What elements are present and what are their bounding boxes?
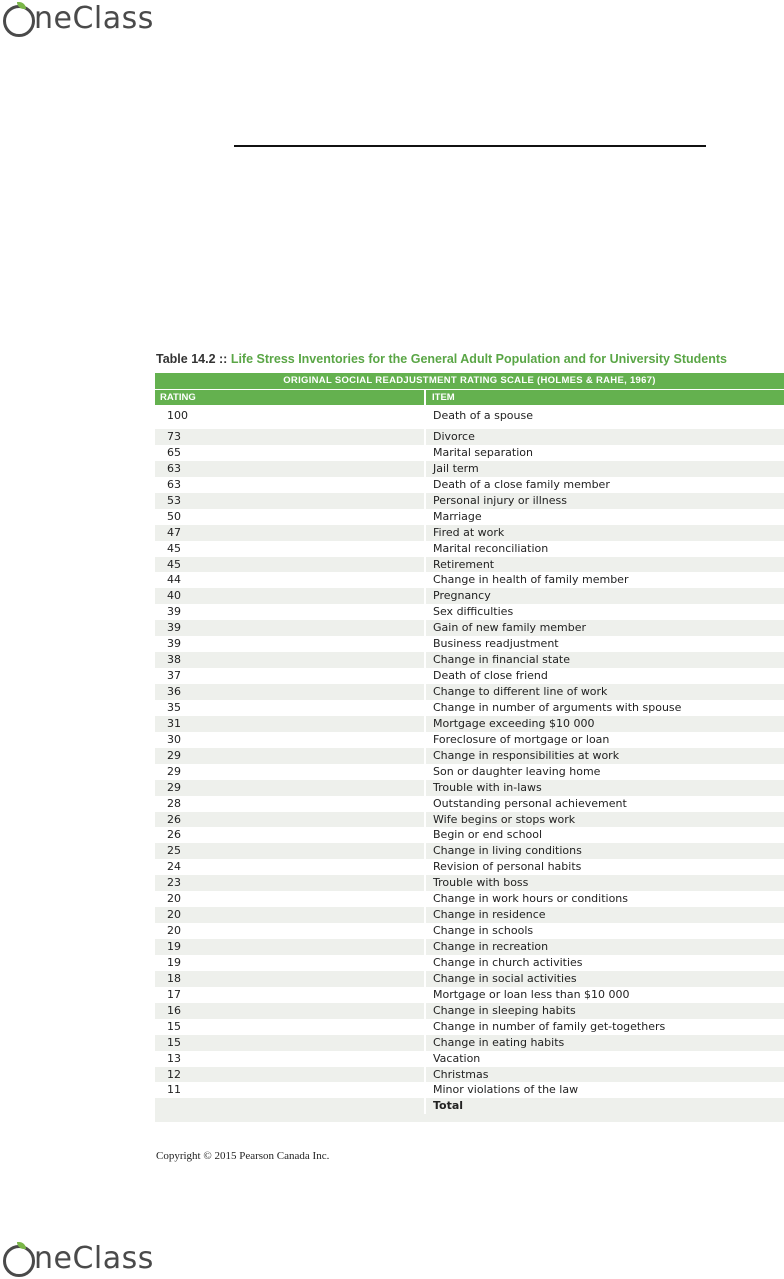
rating-cell: 12: [155, 1067, 426, 1083]
item-cell: Change in schools: [433, 924, 534, 938]
item-cell: Marriage: [433, 509, 482, 523]
table-row: [155, 1051, 784, 1067]
item-cell: Mortgage or loan less than $10 000: [433, 987, 630, 1001]
item-cell: Death of a close family member: [433, 477, 610, 491]
rating-cell: 44: [155, 572, 426, 588]
rating-cell: 26: [155, 827, 426, 843]
oneclass-logo: [2, 2, 154, 36]
item-cell: Retirement: [433, 557, 495, 571]
table-row: [155, 955, 784, 971]
rating-cell: 35: [155, 700, 426, 716]
rating-cell: 26: [155, 812, 426, 828]
rating-cell: 36: [155, 684, 426, 700]
item-cell: Pregnancy: [433, 589, 491, 603]
item-cell: Change in sleeping habits: [433, 1003, 576, 1017]
rating-cell: 39: [155, 620, 426, 636]
item-cell: Begin or end school: [433, 828, 543, 842]
rating-cell: 11: [155, 1082, 426, 1098]
table-title: Life Stress Inventories for the General Adult Population and for University Students: [230, 352, 727, 366]
table-row: [155, 604, 784, 620]
rating-cell: 40: [155, 588, 426, 604]
table-row: [155, 405, 784, 429]
rating-cell: 17: [155, 987, 426, 1003]
apple-o-icon: [2, 2, 36, 36]
rating-cell: 45: [155, 557, 426, 573]
rating-cell: 15: [155, 1035, 426, 1051]
item-cell: Divorce: [433, 430, 475, 443]
table-row: [155, 1067, 784, 1083]
item-cell: Marital reconciliation: [433, 541, 549, 555]
rating-cell: 31: [155, 716, 426, 732]
item-cell: Change in eating habits: [433, 1035, 565, 1049]
table-row: [155, 732, 784, 748]
rating-cell: 28: [155, 796, 426, 812]
rating-cell: 15: [155, 1019, 426, 1035]
table-row: [155, 461, 784, 477]
table-row: [155, 652, 784, 668]
title-underline: [234, 145, 706, 147]
item-cell: Trouble with boss: [433, 876, 529, 890]
table-footer-spacer: [155, 1114, 784, 1122]
item-cell: Foreclosure of mortgage or loan: [433, 732, 610, 746]
item-cell: Death of close friend: [433, 669, 548, 683]
rating-cell: 50: [155, 509, 426, 525]
stress-rating-table: [155, 373, 784, 1122]
item-cell: Jail term: [433, 461, 479, 475]
oneclass-logo-footer: [2, 1242, 154, 1276]
table-row: [155, 509, 784, 525]
item-cell: Change in living conditions: [433, 844, 582, 858]
table-number: Table 14.2 ::: [156, 352, 228, 366]
table-row: [155, 684, 784, 700]
rating-cell: 39: [155, 604, 426, 620]
item-cell: Change in responsibilities at work: [433, 748, 620, 762]
rating-cell: 19: [155, 939, 426, 955]
rating-cell: 16: [155, 1003, 426, 1019]
rating-cell: 53: [155, 493, 426, 509]
rating-cell: 24: [155, 859, 426, 875]
logo-text: neClass: [34, 1, 154, 36]
item-cell: Change in social activities: [433, 971, 577, 985]
table-row: [155, 477, 784, 493]
rating-cell: 20: [155, 891, 426, 907]
apple-o-icon: [2, 1242, 36, 1276]
rating-cell: 30: [155, 732, 426, 748]
table-row: [155, 843, 784, 859]
table-row: [155, 1035, 784, 1051]
table-row: [155, 429, 784, 445]
table-row: [155, 1019, 784, 1035]
table-caption: [156, 352, 784, 366]
rating-cell: 38: [155, 652, 426, 668]
column-header-rating: RATING: [155, 390, 426, 405]
item-cell: Mortgage exceeding $10 000: [433, 716, 595, 730]
item-cell: Change in financial state: [433, 653, 571, 667]
rating-cell: 39: [155, 636, 426, 652]
total-row: [155, 1098, 784, 1114]
rating-cell: 73: [155, 429, 426, 445]
rating-cell: 100: [155, 405, 426, 429]
item-cell: Change in residence: [433, 908, 546, 922]
table-row: [155, 493, 784, 509]
table-row: [155, 525, 784, 541]
table-row: [155, 923, 784, 939]
rating-cell: 29: [155, 748, 426, 764]
item-cell: Sex difficulties: [433, 605, 514, 619]
item-cell: Trouble with in-laws: [433, 780, 542, 794]
table-row: [155, 875, 784, 891]
table-body: [155, 405, 784, 1122]
table-row: [155, 827, 784, 843]
table-row: [155, 668, 784, 684]
item-cell: Personal injury or illness: [433, 493, 567, 507]
table-row: [155, 1003, 784, 1019]
rating-cell: 18: [155, 971, 426, 987]
rating-cell: 19: [155, 955, 426, 971]
item-cell: Business readjustment: [433, 637, 559, 651]
rating-cell: 25: [155, 843, 426, 859]
copyright-notice: Copyright © 2015 Pearson Canada Inc.: [156, 1150, 330, 1162]
table-row: [155, 636, 784, 652]
table-row: [155, 971, 784, 987]
rating-cell: 63: [155, 477, 426, 493]
item-cell: Change in work hours or conditions: [433, 892, 629, 906]
table-column-headers: [155, 390, 784, 405]
item-cell: Death of a spouse: [433, 409, 534, 422]
table-row: [155, 700, 784, 716]
item-cell: Gain of new family member: [433, 621, 587, 635]
table-row: [155, 620, 784, 636]
table-row: [155, 796, 784, 812]
rating-cell: 23: [155, 875, 426, 891]
table-row: [155, 716, 784, 732]
item-cell: Son or daughter leaving home: [433, 764, 601, 778]
logo-text: neClass: [34, 1241, 154, 1276]
item-cell: Change to different line of work: [433, 685, 608, 698]
column-header-item: ITEM: [432, 392, 455, 403]
table-row: [155, 445, 784, 461]
item-cell: Change in health of family member: [433, 573, 629, 587]
table-row: [155, 572, 784, 588]
total-rating-cell: [155, 1098, 426, 1114]
table-row: [155, 859, 784, 875]
rating-cell: 45: [155, 541, 426, 557]
table-row: [155, 891, 784, 907]
item-cell: Fired at work: [433, 525, 505, 539]
item-cell: Change in number of arguments with spouse: [433, 700, 682, 714]
total-label: Total: [433, 1099, 464, 1113]
rating-cell: 37: [155, 668, 426, 684]
rating-cell: 63: [155, 461, 426, 477]
item-cell: Change in church activities: [433, 955, 583, 969]
item-cell: Revision of personal habits: [433, 860, 582, 874]
rating-cell: 65: [155, 445, 426, 461]
table-row: [155, 812, 784, 828]
rating-cell: 29: [155, 780, 426, 796]
item-cell: Marital separation: [433, 445, 533, 459]
item-cell: Christmas: [433, 1067, 489, 1081]
rating-cell: 29: [155, 764, 426, 780]
table-row: [155, 1082, 784, 1098]
item-cell: Outstanding personal achievement: [433, 796, 627, 810]
table-row: [155, 907, 784, 923]
rating-cell: 13: [155, 1051, 426, 1067]
table-row: [155, 987, 784, 1003]
table-row: [155, 541, 784, 557]
table-row: [155, 588, 784, 604]
table-row: [155, 748, 784, 764]
table-row: [155, 764, 784, 780]
item-cell: Vacation: [433, 1051, 481, 1065]
table-header-title: ORIGINAL SOCIAL READJUSTMENT RATING SCALE (HOLMES & RAHE, 1967): [155, 373, 784, 390]
rating-cell: 20: [155, 923, 426, 939]
item-cell: Change in number of family get-togethers: [433, 1019, 666, 1033]
rating-cell: 47: [155, 525, 426, 541]
table-row: [155, 780, 784, 796]
table-row: [155, 939, 784, 955]
item-cell: Minor violations of the law: [433, 1083, 579, 1097]
item-cell: Wife begins or stops work: [433, 812, 576, 826]
rating-cell: 20: [155, 907, 426, 923]
table-row: [155, 557, 784, 573]
item-cell: Change in recreation: [433, 940, 549, 953]
